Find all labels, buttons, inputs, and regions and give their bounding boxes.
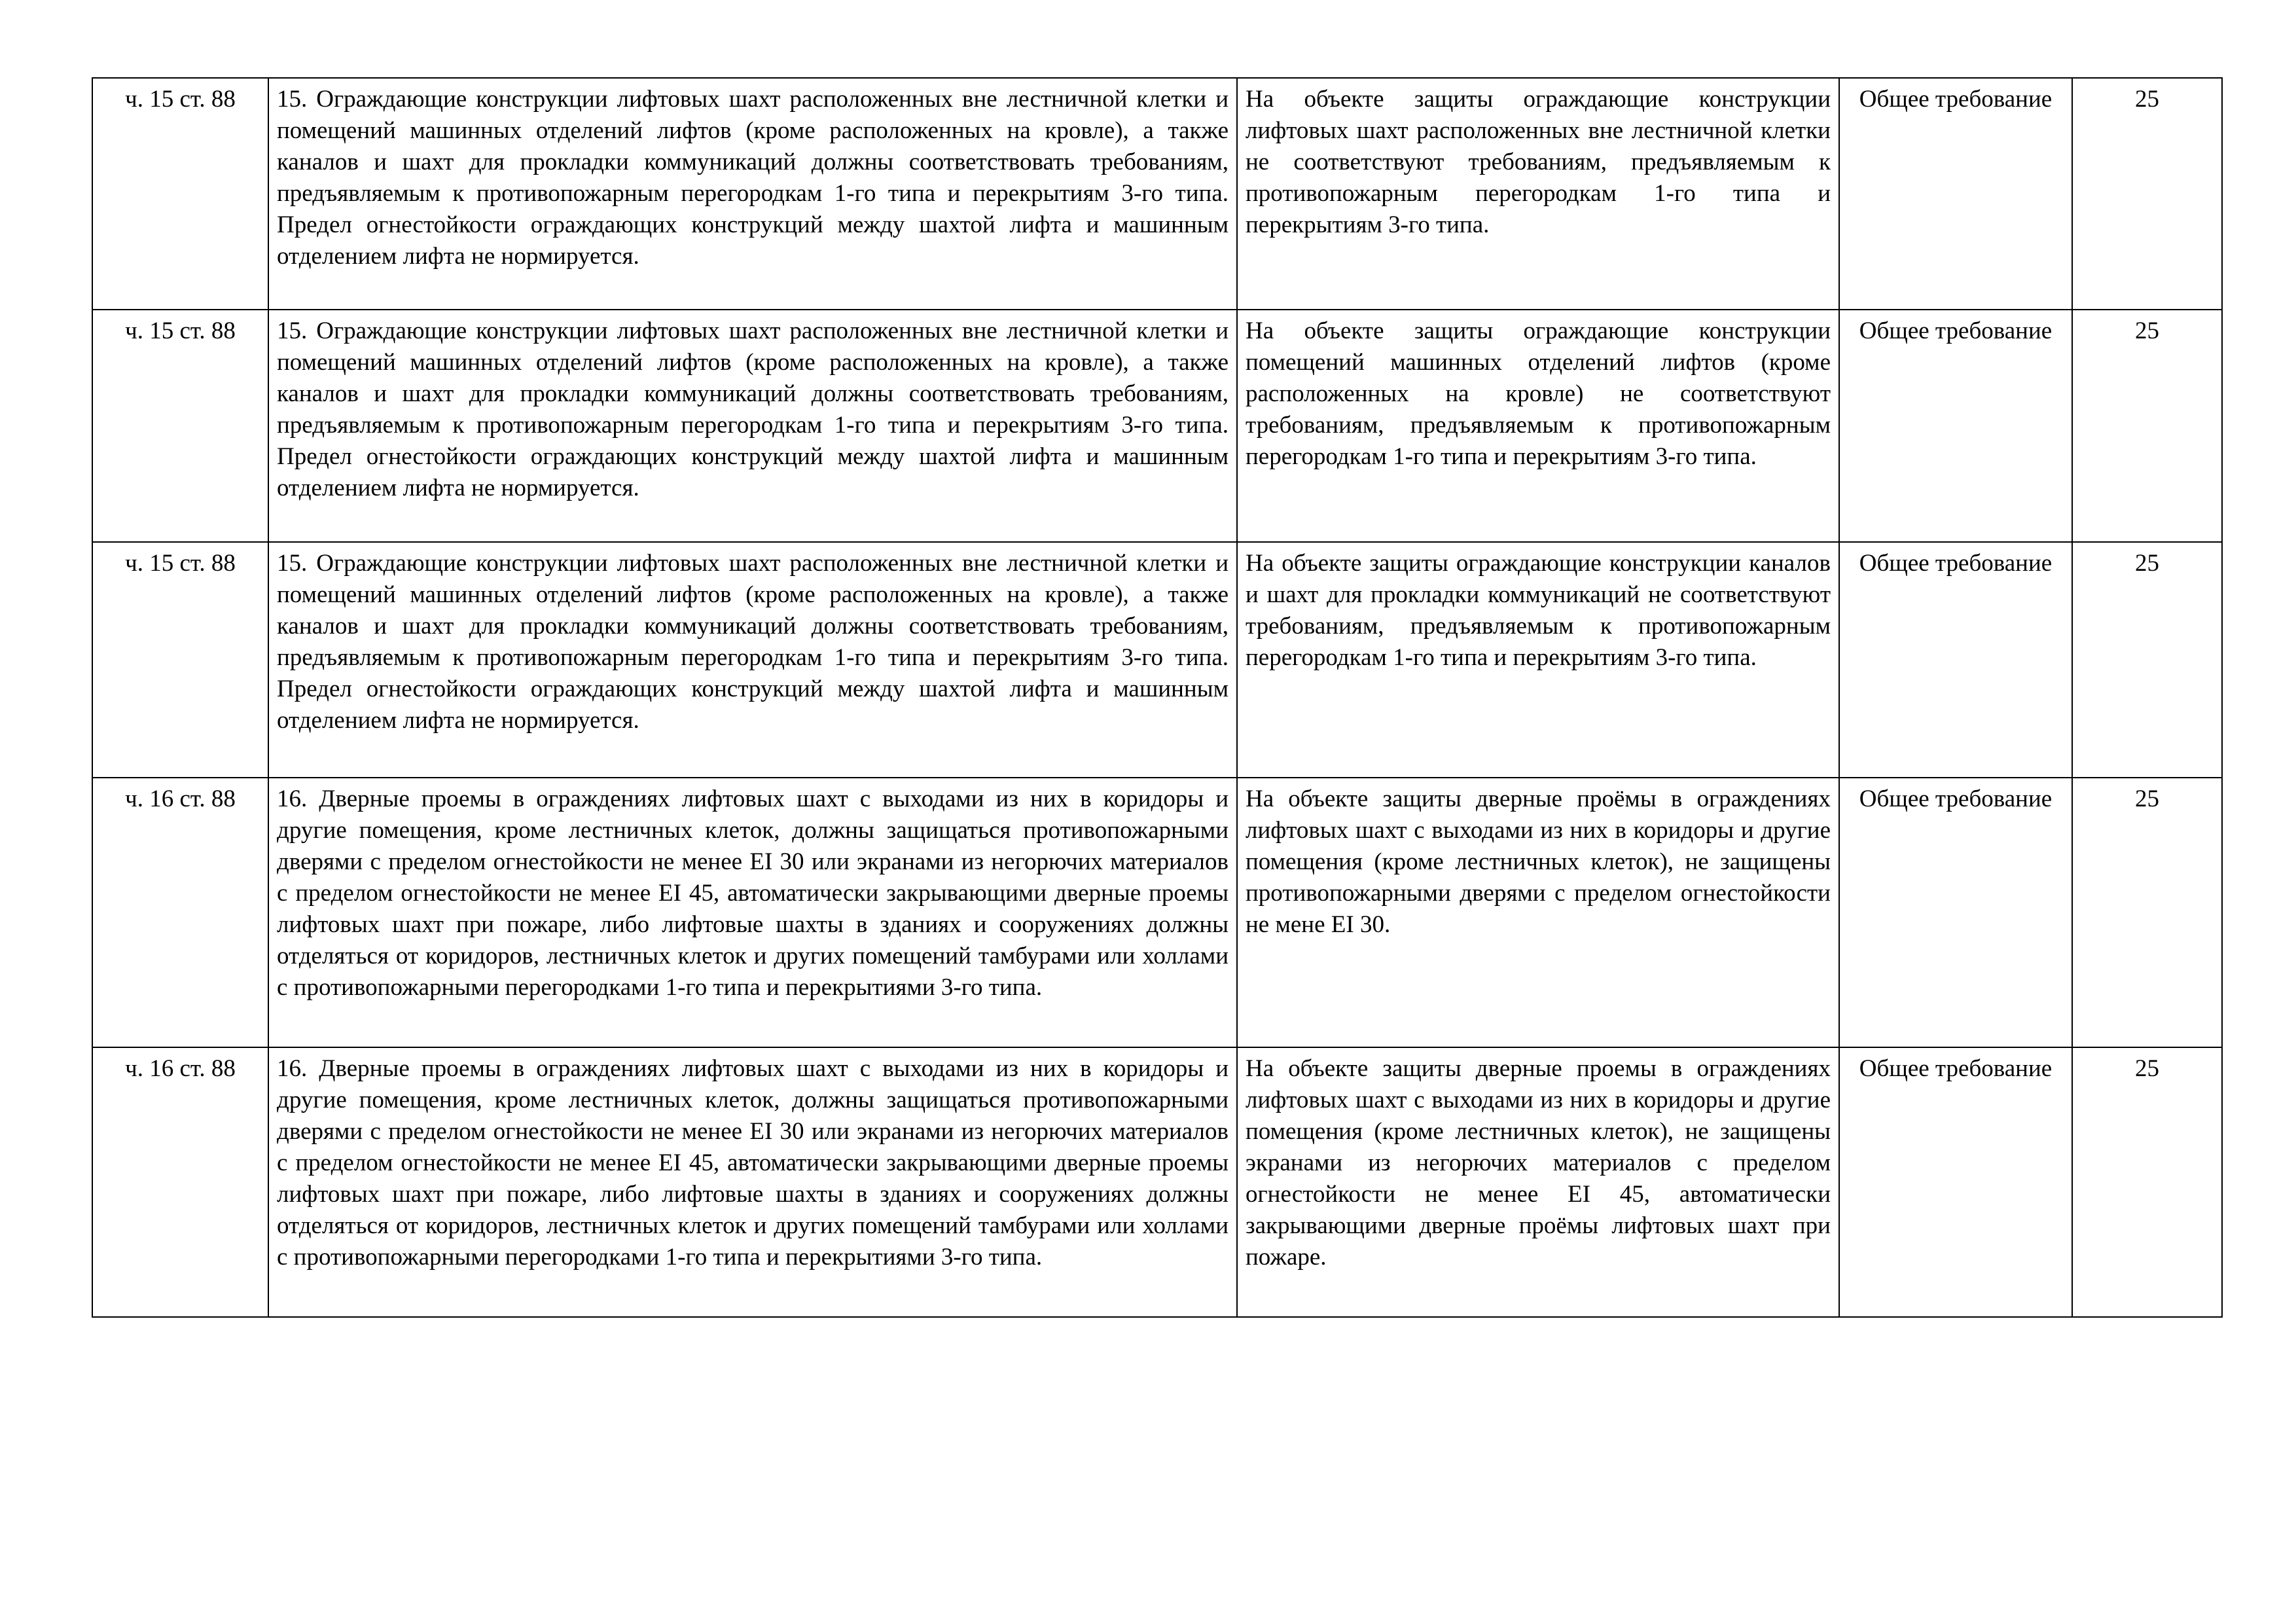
table-row <box>92 78 2222 310</box>
requirement-text: 16. Дверные проемы в ограждениях лифтовых шахт с выходами из них в коридоры и другие помещения, кроме лестничных клеток, должны защищаться противопожарными дверями с пределом огнестойкости не менее EI 30 или экранами из негорючих материалов с пределом огнестойкости не менее EI 45, автоматически закрывающими дверные проемы лифтовых шахт при пожаре, либо лифтовые шахты в зданиях и сооружениях должны отделяться от коридоров, лестничных клеток и других помещений тамбурами или холлами с противопожарными перегородками 1-го типа и перекрытиями 3-го типа. <box>268 778 1237 1047</box>
norm-reference: ч. 16 ст. 88 <box>92 1047 268 1317</box>
row-number: 25 <box>2072 1047 2222 1317</box>
norm-reference: ч. 15 ст. 88 <box>92 542 268 778</box>
requirement-text: 16. Дверные проемы в ограждениях лифтовых шахт с выходами из них в коридоры и другие помещения, кроме лестничных клеток, должны защищаться противопожарными дверями с пределом огнестойкости не менее EI 30 или экранами из негорючих материалов с пределом огнестойкости не менее EI 45, автоматически закрывающими дверные проемы лифтовых шахт при пожаре, либо лифтовые шахты в зданиях и сооружениях должны отделяться от коридоров, лестничных клеток и других помещений тамбурами или холлами с противопожарными перегородками 1-го типа и перекрытиями 3-го типа. <box>268 1047 1237 1317</box>
requirement-type: Общее требование <box>1839 778 2072 1047</box>
row-number: 25 <box>2072 78 2222 310</box>
requirement-type: Общее требование <box>1839 542 2072 778</box>
requirement-text: 15. Ограждающие конструкции лифтовых шахт расположенных вне лестничной клетки и помещений машинных отделений лифтов (кроме расположенных на кровле), а также каналов и шахт для прокладки коммуникаций должны соответствовать требованиям, предъявляемым к противопожарным перегородкам 1-го типа и перекрытиям 3-го типа. Предел огнестойкости ограждающих конструкций между шахтой лифта и машинным отделением лифта не нормируется. <box>268 310 1237 542</box>
row-number: 25 <box>2072 542 2222 778</box>
table-row <box>92 1047 2222 1317</box>
norm-reference: ч. 16 ст. 88 <box>92 778 268 1047</box>
row-number: 25 <box>2072 310 2222 542</box>
violation-text: На объекте защиты ограждающие конструкции каналов и шахт для прокладки коммуникаций не соответствуют требованиям, предъявляемым к противопожарным перегородкам 1-го типа и перекрытиям 3-го типа. <box>1237 542 1839 778</box>
requirements-table <box>92 77 2223 1318</box>
requirement-type: Общее требование <box>1839 1047 2072 1317</box>
requirement-type: Общее требование <box>1839 78 2072 310</box>
requirement-text: 15. Ограждающие конструкции лифтовых шахт расположенных вне лестничной клетки и помещений машинных отделений лифтов (кроме расположенных на кровле), а также каналов и шахт для прокладки коммуникаций должны соответствовать требованиям, предъявляемым к противопожарным перегородкам 1-го типа и перекрытиям 3-го типа. Предел огнестойкости ограждающих конструкций между шахтой лифта и машинным отделением лифта не нормируется. <box>268 78 1237 310</box>
table-row <box>92 542 2222 778</box>
violation-text: На объекте защиты дверные проёмы в ограждениях лифтовых шахт с выходами из них в коридоры и другие помещения (кроме лестничных клеток), не защищены противопожарными дверями с пределом огнестойкости не мене EI 30. <box>1237 778 1839 1047</box>
table-row <box>92 310 2222 542</box>
row-number: 25 <box>2072 778 2222 1047</box>
violation-text: На объекте защиты дверные проемы в ограждениях лифтовых шахт с выходами из них в коридоры и другие помещения (кроме лестничных клеток), не защищены экранами из негорючих материалов с пределом огнестойкости не менее EI 45, автоматически закрывающими дверные проёмы лифтовых шахт при пожаре. <box>1237 1047 1839 1317</box>
document-page <box>92 77 2221 1318</box>
violation-text: На объекте защиты ограждающие конструкции лифтовых шахт расположенных вне лестничной клетки не соответствуют требованиям, предъявляемым к противопожарным перегородкам 1-го типа и перекрытиям 3-го типа. <box>1237 78 1839 310</box>
violation-text: На объекте защиты ограждающие конструкции помещений машинных отделений лифтов (кроме расположенных на кровле) не соответствуют требованиям, предъявляемым к противопожарным перегородкам 1-го типа и перекрытиям 3-го типа. <box>1237 310 1839 542</box>
requirement-text: 15. Ограждающие конструкции лифтовых шахт расположенных вне лестничной клетки и помещений машинных отделений лифтов (кроме расположенных на кровле), а также каналов и шахт для прокладки коммуникаций должны соответствовать требованиям, предъявляемым к противопожарным перегородкам 1-го типа и перекрытиям 3-го типа. Предел огнестойкости ограждающих конструкций между шахтой лифта и машинным отделением лифта не нормируется. <box>268 542 1237 778</box>
norm-reference: ч. 15 ст. 88 <box>92 78 268 310</box>
norm-reference: ч. 15 ст. 88 <box>92 310 268 542</box>
requirement-type: Общее требование <box>1839 310 2072 542</box>
table-row <box>92 778 2222 1047</box>
